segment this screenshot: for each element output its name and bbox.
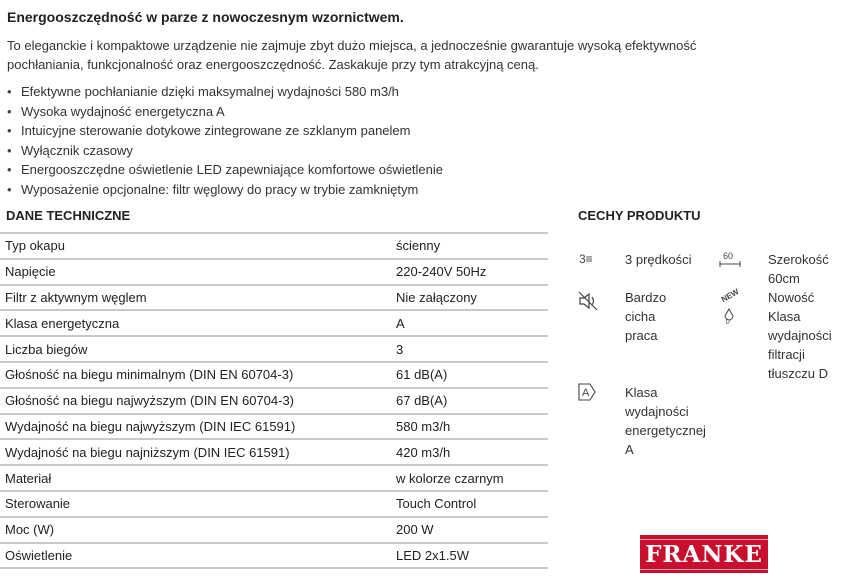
- spec-value: LED 2x1.5W: [396, 543, 548, 569]
- feature-new: Nowość: [768, 290, 815, 305]
- franke-logo: FRANKE: [640, 535, 768, 573]
- spec-label: Typ okapu: [0, 233, 396, 259]
- new-badge-icon: NEW: [719, 287, 741, 305]
- spec-value: 200 W: [396, 517, 548, 543]
- table-row: [0, 310, 548, 336]
- spec-label: Wydajność na biegu najwyższym (DIN IEC 61591): [0, 414, 396, 440]
- spec-label: Materiał: [0, 465, 396, 491]
- headline: Energooszczędność w parze z nowoczesnym wzornictwem.: [7, 9, 404, 25]
- table-row: [0, 517, 548, 543]
- spec-value: Nie załączony: [396, 285, 548, 311]
- spec-value: ścienny: [396, 233, 548, 259]
- spec-label: Sterowanie: [0, 491, 396, 517]
- table-row: [0, 543, 548, 569]
- spec-value: 420 m3/h: [396, 439, 548, 465]
- spec-value: 580 m3/h: [396, 414, 548, 440]
- tech-section-title: DANE TECHNICZNE: [6, 208, 131, 223]
- table-row: [0, 233, 548, 259]
- table-row: [0, 414, 548, 440]
- feature-energy-class: Klasa wydajności energetycznej A: [625, 385, 706, 457]
- bullet-item: • Intuicyjne sterowanie dotykowe zintegrowane ze szklanym panelem: [7, 121, 443, 141]
- table-row: [0, 336, 548, 362]
- spec-value: 61 dB(A): [396, 362, 548, 388]
- spec-table: [0, 232, 548, 569]
- width-60-icon: [719, 250, 741, 268]
- feature-width: Szerokość 60cm: [768, 252, 829, 286]
- bullet-item: • Wysoka wydajność energetyczna A: [7, 102, 443, 122]
- table-row: [0, 285, 548, 311]
- grease-filter-icon: [721, 308, 737, 324]
- table-row: [0, 362, 548, 388]
- features-section-title: CECHY PRODUKTU: [578, 208, 701, 223]
- energy-class-a-icon: [578, 383, 596, 401]
- spec-label: Głośność na biegu najwyższym (DIN EN 60704-3): [0, 388, 396, 414]
- bullet-item: • Wyposażenie opcjonalne: filtr węglowy do pracy w trybie zamkniętym: [7, 180, 443, 200]
- spec-value: Touch Control: [396, 491, 548, 517]
- feature-speeds: 3 prędkości: [625, 252, 692, 267]
- intro-paragraph: To eleganckie i kompaktowe urządzenie nie zajmuje zbyt dużo miejsca, a jednocześnie gwarantuje wysoką efektywność pochłaniania, funkcjonalność oraz energooszczędność. Zaskakuje przy tym atrakcyjną ceną.: [7, 38, 697, 72]
- spec-value: w kolorze czarnym: [396, 465, 548, 491]
- feature-bullet-list: [7, 82, 443, 199]
- table-row: [0, 465, 548, 491]
- spec-value: 220-240V 50Hz: [396, 259, 548, 285]
- quiet-mute-icon: [577, 290, 599, 312]
- spec-value: A: [396, 310, 548, 336]
- bullet-item: • Efektywne pochłanianie dzięki maksymalnej wydajności 580 m3/h: [7, 82, 443, 102]
- spec-value: 67 dB(A): [396, 388, 548, 414]
- spec-label: Oświetlenie: [0, 543, 396, 569]
- spec-label: Liczba biegów: [0, 336, 396, 362]
- table-row: [0, 491, 548, 517]
- spec-label: Filtr z aktywnym węglem: [0, 285, 396, 311]
- spec-label: Wydajność na biegu najniższym (DIN IEC 61591): [0, 439, 396, 465]
- bullet-item: • Energooszczędne oświetlenie LED zapewniające komfortowe oświetlenie: [7, 160, 443, 180]
- spec-label: Napięcie: [0, 259, 396, 285]
- bullet-item: • Wyłącznik czasowy: [7, 141, 443, 161]
- table-row: [0, 259, 548, 285]
- spec-value: 3: [396, 336, 548, 362]
- feature-quiet: Bardzo cicha praca: [625, 290, 667, 343]
- table-row: [0, 388, 548, 414]
- feature-grease-filter: Klasa wydajności filtracji tłuszczu D: [768, 309, 832, 381]
- spec-label: Moc (W): [0, 517, 396, 543]
- spec-label: Klasa energetyczna: [0, 310, 396, 336]
- spec-label: Głośność na biegu minimalnym (DIN EN 60704-3): [0, 362, 396, 388]
- speed-levels-icon: 3≡: [579, 252, 593, 266]
- svg-text:60: 60: [723, 251, 734, 261]
- svg-text:A: A: [582, 387, 590, 399]
- svg-text:D: D: [725, 319, 730, 324]
- table-row: [0, 439, 548, 465]
